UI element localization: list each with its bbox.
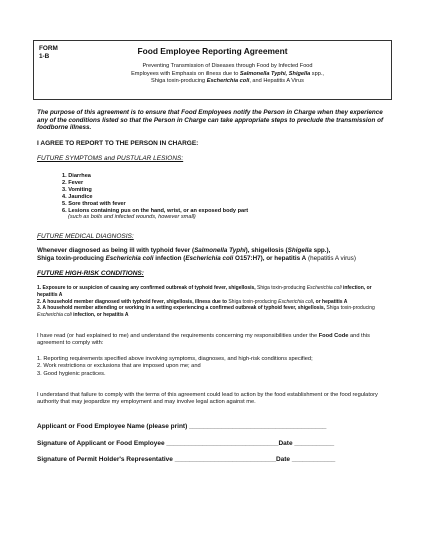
form-label: FORM xyxy=(39,45,58,52)
list-item: 1. Reporting requirements specified above involving symptoms, diagnoses, and high-risk conditions specified; xyxy=(37,356,313,362)
purpose-statement: The purpose of this agreement is to ensure that Food Employees notify the Person in Charge when they experience any of the conditions listed so that the Person in Charge can take appropriate steps to preclude the transmission of foodborne illness. xyxy=(37,109,384,132)
employee-name-field[interactable]: Applicant or Food Employee Name (please print) ______________________________________ xyxy=(37,423,327,430)
symptoms-heading: FUTURE SYMPTOMS and PUSTULAR LESIONS: xyxy=(37,155,184,162)
list-item: 2. Work restrictions or exclusions that are imposed upon me; and xyxy=(37,363,201,370)
desc-line-1: Preventing Transmission of Diseases through Food by Infected Food xyxy=(142,63,313,69)
list-item: 5. Sore throat with fever xyxy=(62,200,126,207)
list-item: 1. Diarrhea xyxy=(62,173,91,179)
highrisk-list xyxy=(37,285,392,319)
understanding-paragraph: I have read (or had explained to me) and understand the requirements concerning my responsibilities under the Food Code and this agreement to comply with: xyxy=(37,333,370,347)
employee-signature-field[interactable]: Signature of Applicant or Food Employee _______________________________Date ___________ xyxy=(37,440,335,447)
list-item: 6. Lesions containing pus on the hand, wrist, or an exposed body part xyxy=(62,207,249,214)
permit-holder-signature-field[interactable]: Signature of Permit Holder's Representative ____________________________Date ____________ xyxy=(37,456,336,463)
agree-heading: I AGREE TO REPORT TO THE PERSON IN CHARGE: xyxy=(37,140,199,147)
medical-heading: FUTURE MEDICAL DIAGNOSIS: xyxy=(37,233,134,240)
highrisk-heading: FUTURE HIGH-RISK CONDITIONS: xyxy=(37,270,144,277)
lesions-note: (such as boils and infected wounds, however small) xyxy=(68,214,196,221)
list-item: 3. Vomiting xyxy=(62,186,92,193)
list-item: 1. Exposure to or suspicion of causing any confirmed outbreak of typhoid fever, shigellosis, Shiga toxin-producing Escherichia coli infection, or hepatitis A xyxy=(37,285,372,298)
list-item: 3. Good hygienic practices. xyxy=(37,370,106,377)
desc-line-2: Employees with Emphasis on illness due to Salmonella Typhi, Shigella spp., xyxy=(131,70,324,77)
list-item: 2. Fever xyxy=(62,179,84,186)
list-item: 3. A household member attending or working in a setting experiencing a confirmed outbreak of typhoid fever, shigellosis, Shiga toxin-producing Escherichia coli infection, or hepatitis A xyxy=(37,305,375,319)
list-item: 2. A household member diagnosed with typhoid fever, shigellosis, illness due to Shiga toxin-producing Escherichia coli, or hepatitis A xyxy=(37,298,348,305)
failure-paragraph: I understand that failure to comply with the terms of this agreement could lead to action by the food establishment or the food regulatory authority that may jeopardize my employment and may involve legal action against me. xyxy=(37,392,378,406)
form-title: Food Employee Reporting Agreement xyxy=(137,46,288,56)
medical-diagnosis-text: Whenever diagnosed as being ill with typhoid fever (Salmonella Typhi), shigellosis (Shigella spp.), Shiga toxin-producing Escherichia coli infection (Escherichia coli O157:H7), or hepatitis A (hepatitis A virus) xyxy=(37,247,356,262)
form-header-box xyxy=(33,40,392,100)
list-item: 4. Jaundice xyxy=(62,193,93,200)
form-number-value: 1-B xyxy=(39,53,50,60)
requirements-list xyxy=(37,356,392,378)
symptoms-list xyxy=(62,173,392,221)
form-description xyxy=(74,63,381,86)
desc-line-3: Shiga toxin-producing Escherichia coli, and Hepatitis A Virus xyxy=(151,78,304,85)
